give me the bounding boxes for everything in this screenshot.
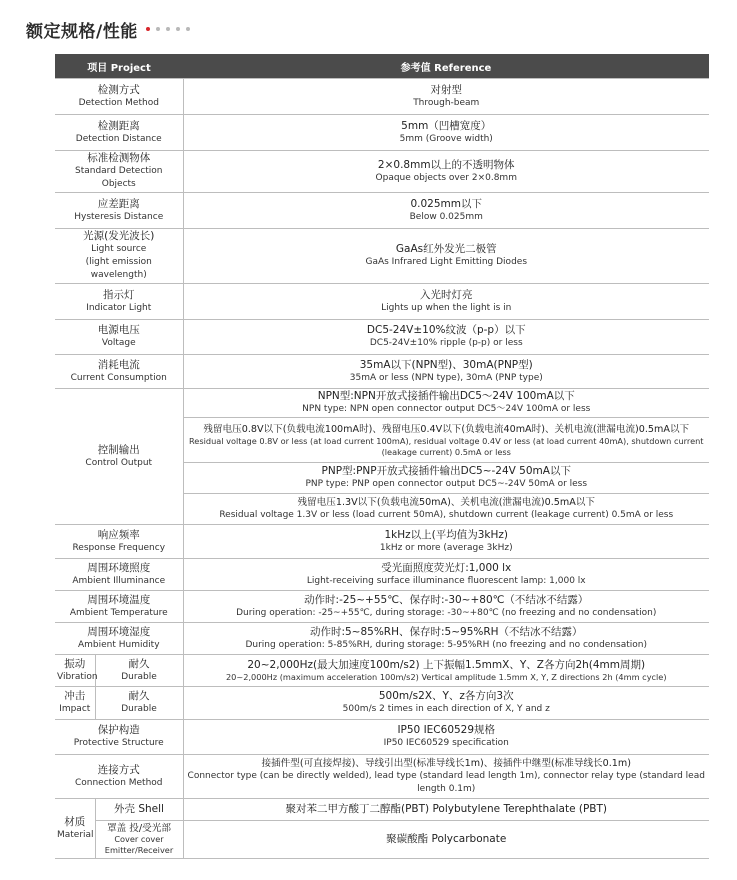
- table-row: [55, 193, 709, 229]
- section-title: 额定规格/性能: [26, 21, 138, 42]
- row-value: 20~2,000Hz(最大加速度100m/s2) 上下振幅1.5mmX、Y、Z各方向2h(4mm周期) 20~2,000Hz (maximum acceleration 100m/s2) Vertical amplitude 1.5mm X, Y, Z directions 2h (4mm cycle): [183, 655, 709, 687]
- row-value: GaAs红外发光二极管 GaAs Infrared Light Emitting Diodes: [183, 229, 709, 284]
- row-value: 动作时:5~85%RH、保存时:5~95%RH（不结冰不结露） During operation: 5-85%RH, during storage: 5-95%RH (no freezing and no condensation): [183, 623, 709, 655]
- dot-icon: [176, 27, 180, 31]
- row-sublabel: 外壳 Shell: [95, 799, 183, 821]
- row-value: 接插件型(可直接焊接)、导线引出型(标准导线长1m)、接插件中继型(标准导线长0.1m) Connector type (can be directly welded), lead type (standard lead length 1m), connector relay type (standard lead length 0.1m): [183, 755, 709, 799]
- table-row: [55, 525, 709, 559]
- dot-icon: [156, 27, 160, 31]
- table-row: [55, 755, 709, 799]
- row-sublabel: 耐久 Durable: [95, 687, 183, 720]
- table-row: [55, 115, 709, 151]
- section-heading: [26, 14, 190, 44]
- dot-icon: [166, 27, 170, 31]
- row-label: 标准检测物体 Standard Detection Objects: [55, 151, 183, 193]
- row-label: 指示灯 Indicator Light: [55, 284, 183, 320]
- column-header-reference: 参考值 Reference: [183, 54, 709, 79]
- table-row: [55, 687, 709, 720]
- row-value: 0.025mm以下 Below 0.025mm: [183, 193, 709, 229]
- table-row: [55, 284, 709, 320]
- row-value: PNP型:PNP开放式接插件输出DC5~-24V 50mA以下 PNP type: PNP open connector output DC5~-24V 50mA or less: [183, 463, 709, 494]
- row-value: 聚碳酸酯 Polycarbonate: [183, 821, 709, 859]
- row-value: 聚对苯二甲方酸丁二醇酯(PBT) Polybutylene Terephthalate (PBT): [183, 799, 709, 821]
- row-label: 应差距离 Hysteresis Distance: [55, 193, 183, 229]
- table-row: [55, 389, 709, 418]
- row-label: 响应频率 Response Frequency: [55, 525, 183, 559]
- spec-table: [55, 54, 709, 859]
- row-label: 周围环境照度 Ambient Illuminance: [55, 559, 183, 591]
- table-row: [55, 355, 709, 389]
- row-value: 受光面照度荧光灯:1,000 lx Light-receiving surface illuminance fluorescent lamp: 1,000 lx: [183, 559, 709, 591]
- row-value: 500m/s2X、Y、z各方向3次 500m/s 2 times in each direction of X, Y and z: [183, 687, 709, 720]
- table-row: [55, 559, 709, 591]
- row-value: 对射型 Through-beam: [183, 79, 709, 115]
- row-label: 电源电压 Voltage: [55, 320, 183, 355]
- dot-icon: [186, 27, 190, 31]
- row-label: 检测方式 Detection Method: [55, 79, 183, 115]
- row-value: 5mm（凹槽宽度） 5mm (Groove width): [183, 115, 709, 151]
- row-label: 光源(发光波长) Light source (light emission wavelength): [55, 229, 183, 284]
- table-row: [55, 821, 709, 859]
- row-label: 控制输出 Control Output: [55, 389, 183, 525]
- row-value: 1kHz以上(平均值为3kHz) 1kHz or more (average 3kHz): [183, 525, 709, 559]
- table-row: [55, 799, 709, 821]
- row-label: 保护构造 Protective Structure: [55, 720, 183, 755]
- table-row: [55, 151, 709, 193]
- row-label: 周围环境温度 Ambient Temperature: [55, 591, 183, 623]
- row-sublabel: 耐久 Durable: [95, 655, 183, 687]
- row-value: 2×0.8mm以上的不透明物体 Opaque objects over 2×0.8mm: [183, 151, 709, 193]
- dot-icon: [146, 27, 150, 31]
- table-row: [55, 591, 709, 623]
- column-header-item: 项目 Project: [55, 54, 183, 79]
- row-value: 入光时灯亮 Lights up when the light is in: [183, 284, 709, 320]
- row-value: 动作时:-25~+55℃、保存时:-30~+80℃（不结冰不结露） During operation: -25~+55℃, during storage: -30~+80℃ (no freezing and no condensation): [183, 591, 709, 623]
- row-label: 材质 Material: [55, 799, 95, 859]
- row-value: 残留电压0.8V以下(负载电流100mA时)、残留电压0.4V以下(负载电流40mA时)、关机电流(泄漏电流)0.5mA以下 Residual voltage 0.8V or less (at load current 100mA), residual voltage 0.4V or less (at load current 40mA), shutdown current (leakage current) 0.5mA or less: [183, 418, 709, 463]
- table-row: [55, 320, 709, 355]
- table-header-row: [55, 54, 709, 79]
- row-label: 消耗电流 Current Consumption: [55, 355, 183, 389]
- row-label: 周围环境湿度 Ambient Humidity: [55, 623, 183, 655]
- row-value: DC5-24V±10%纹波（p-p）以下 DC5-24V±10% ripple (p-p) or less: [183, 320, 709, 355]
- table-row: [55, 720, 709, 755]
- table-row: [55, 655, 709, 687]
- decorative-dots: [146, 27, 190, 31]
- row-label: 连接方式 Connection Method: [55, 755, 183, 799]
- row-sublabel: 罩盖 投/受光部 Cover cover Emitter/Receiver: [95, 821, 183, 859]
- table-row: [55, 79, 709, 115]
- table-row: [55, 623, 709, 655]
- row-value: NPN型:NPN开放式接插件输出DC5～24V 100mA以下 NPN type: NPN open connector output DC5～24V 100mA or less: [183, 389, 709, 418]
- row-label: 冲击 Impact: [55, 687, 95, 720]
- row-value: IP50 IEC60529规格 IP50 IEC60529 specification: [183, 720, 709, 755]
- row-value: 35mA以下(NPN型)、30mA(PNP型) 35mA or less (NPN type), 30mA (PNP type): [183, 355, 709, 389]
- row-label: 检测距离 Detection Distance: [55, 115, 183, 151]
- row-label: 振动 Vibration: [55, 655, 95, 687]
- row-value: 残留电压1.3V以下(负载电流50mA)、关机电流(泄漏电流)0.5mA以下 Residual voltage 1.3V or less (load current 50mA), shutdown current (leakage current) 0.5mA or less: [183, 494, 709, 525]
- table-row: [55, 229, 709, 284]
- spec-sheet: [55, 54, 709, 859]
